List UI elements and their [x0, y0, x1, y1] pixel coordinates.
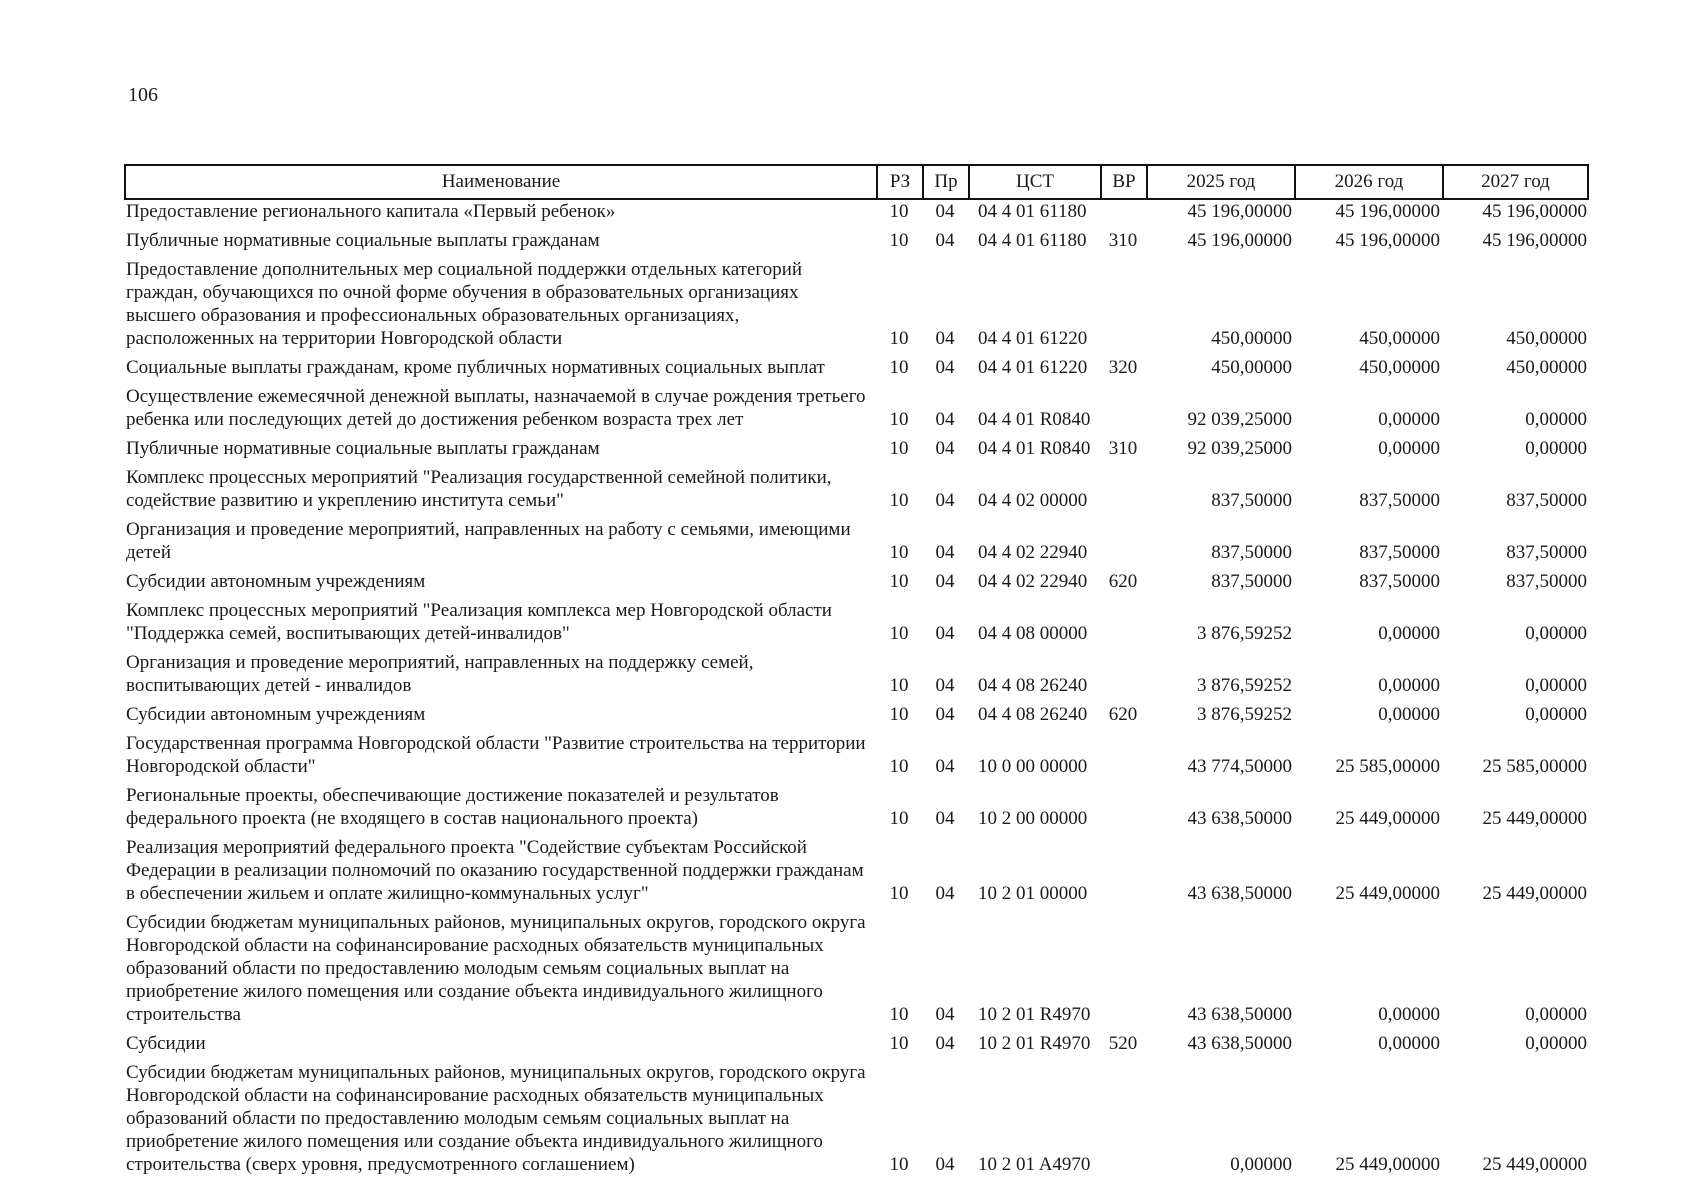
cell-2027: 0,00000 [1525, 623, 1587, 644]
cell-rz: 10 [889, 438, 909, 459]
cell-rz: 10 [889, 1033, 909, 1054]
cell-2026: 25 449,00000 [1335, 883, 1440, 904]
cell-pr: 04 [935, 704, 955, 725]
cell-vr [1100, 732, 1146, 784]
cell-pr: 04 [935, 1004, 955, 1025]
cell-2026: 0,00000 [1378, 675, 1440, 696]
table-row [124, 200, 1589, 229]
cell-2025: 837,50000 [1211, 571, 1292, 592]
cell-rz: 10 [889, 357, 909, 378]
table-row [124, 651, 1589, 703]
cell-2025: 3 876,59252 [1197, 675, 1292, 696]
cell-2027: 450,00000 [1506, 357, 1587, 378]
budget-table-container [124, 164, 1589, 1182]
cell-cst: 04 4 01 61220 [978, 357, 1088, 378]
table-row [124, 599, 1589, 651]
cell-name: Публичные нормативные социальные выплаты гражданам [126, 230, 600, 251]
cell-name: Субсидии автономным учреждениям [126, 571, 426, 592]
cell-pr: 04 [935, 756, 955, 777]
cell-vr: 320 [1108, 357, 1138, 378]
cell-cst: 10 2 01 A4970 [978, 1154, 1091, 1175]
cell-2026: 450,00000 [1359, 328, 1440, 349]
cell-cst: 04 4 01 R0840 [978, 438, 1091, 459]
cell-rz: 10 [889, 883, 909, 904]
cell-2027: 0,00000 [1525, 675, 1587, 696]
cell-vr [1100, 466, 1146, 518]
cell-2025: 837,50000 [1211, 490, 1292, 511]
cell-cst: 04 4 08 26240 [978, 704, 1088, 725]
cell-2026: 450,00000 [1359, 357, 1440, 378]
cell-rz: 10 [889, 542, 909, 563]
cell-cst: 10 2 01 R4970 [978, 1004, 1091, 1025]
cell-name: Комплекс процессных мероприятий "Реализация государственной семейной политики, содействие развитию и укреплению института семьи" [126, 467, 832, 511]
cell-vr [1100, 784, 1146, 836]
table-row [124, 911, 1589, 1032]
cell-vr: 310 [1108, 230, 1138, 251]
table-row [124, 732, 1589, 784]
cell-2026: 0,00000 [1378, 704, 1440, 725]
table-body [124, 200, 1589, 1182]
cell-2027: 45 196,00000 [1482, 201, 1587, 222]
header-2026: 2026 год [1294, 164, 1442, 200]
cell-2026: 45 196,00000 [1335, 230, 1440, 251]
cell-2027: 837,50000 [1506, 490, 1587, 511]
table-row [124, 258, 1589, 356]
cell-2027: 25 449,00000 [1482, 1154, 1587, 1175]
cell-name: Осуществление ежемесячной денежной выплаты, назначаемой в случае рождения третьего ребенка или последующих детей до достижения ребенком возраста трех лет [126, 386, 866, 430]
cell-2026: 0,00000 [1378, 438, 1440, 459]
cell-2025: 0,00000 [1230, 1154, 1292, 1175]
cell-2026: 0,00000 [1378, 1033, 1440, 1054]
cell-cst: 04 4 08 26240 [978, 675, 1088, 696]
cell-rz: 10 [889, 571, 909, 592]
table-row [124, 466, 1589, 518]
header-vr: ВР [1100, 164, 1146, 200]
cell-pr: 04 [935, 542, 955, 563]
cell-2025: 3 876,59252 [1197, 704, 1292, 725]
page-number: 106 [128, 84, 158, 106]
cell-vr [1100, 1061, 1146, 1182]
cell-cst: 10 2 00 00000 [978, 808, 1088, 829]
cell-pr: 04 [935, 571, 955, 592]
cell-2027: 0,00000 [1525, 438, 1587, 459]
cell-cst: 04 4 02 22940 [978, 571, 1088, 592]
cell-2025: 43 774,50000 [1187, 756, 1292, 777]
cell-2025: 3 876,59252 [1197, 623, 1292, 644]
cell-vr: 620 [1108, 704, 1138, 725]
header-2027: 2027 год [1442, 164, 1589, 200]
cell-pr: 04 [935, 883, 955, 904]
header-pr: Пр [922, 164, 968, 200]
cell-rz: 10 [889, 675, 909, 696]
cell-name: Предоставление регионального капитала «Первый ребенок» [126, 201, 616, 222]
cell-rz: 10 [889, 409, 909, 430]
table-row [124, 437, 1589, 466]
cell-2025: 92 039,25000 [1187, 438, 1292, 459]
cell-rz: 10 [889, 490, 909, 511]
cell-2026: 0,00000 [1378, 623, 1440, 644]
header-cst: ЦСТ [968, 164, 1100, 200]
cell-2026: 25 449,00000 [1335, 1154, 1440, 1175]
cell-2025: 45 196,00000 [1187, 230, 1292, 251]
cell-vr [1100, 258, 1146, 356]
cell-2025: 43 638,50000 [1187, 883, 1292, 904]
cell-2026: 0,00000 [1378, 409, 1440, 430]
cell-pr: 04 [935, 1033, 955, 1054]
cell-name: Субсидии бюджетам муниципальных районов, муниципальных округов, городского округа Новгородской области на софинансирование расходных обязательств муниципальных образований области по предоставлению молодым семьям социальных выплат на приобретение жилого помещения или создание объекта индивидуального жилищного строительства (сверх уровня, предусмотренного соглашением) [126, 1062, 866, 1175]
table-row [124, 784, 1589, 836]
cell-vr [1100, 651, 1146, 703]
cell-2025: 43 638,50000 [1187, 1033, 1292, 1054]
cell-cst: 10 0 00 00000 [978, 756, 1088, 777]
cell-vr [1100, 385, 1146, 437]
cell-cst: 04 4 02 00000 [978, 490, 1088, 511]
cell-pr: 04 [935, 675, 955, 696]
table-row [124, 703, 1589, 732]
cell-cst: 04 4 02 22940 [978, 542, 1088, 563]
cell-rz: 10 [889, 328, 909, 349]
cell-2027: 0,00000 [1525, 1004, 1587, 1025]
cell-name: Организация и проведение мероприятий, направленных на работу с семьями, имеющими детей [126, 519, 851, 563]
cell-rz: 10 [889, 201, 909, 222]
cell-2027: 0,00000 [1525, 704, 1587, 725]
cell-vr [1100, 200, 1146, 229]
table-row [124, 229, 1589, 258]
table-header [124, 164, 1589, 200]
cell-name: Государственная программа Новгородской области "Развитие строительства на территории Новгородской области" [126, 733, 866, 777]
cell-cst: 04 4 01 61180 [978, 230, 1087, 251]
table-row [124, 570, 1589, 599]
table-row [124, 1061, 1589, 1182]
cell-2027: 837,50000 [1506, 542, 1587, 563]
cell-pr: 04 [935, 201, 955, 222]
cell-rz: 10 [889, 756, 909, 777]
header-name: Наименование [124, 164, 876, 200]
cell-pr: 04 [935, 230, 955, 251]
cell-pr: 04 [935, 490, 955, 511]
table-row [124, 836, 1589, 911]
cell-pr: 04 [935, 623, 955, 644]
cell-cst: 10 2 01 00000 [978, 883, 1088, 904]
cell-2026: 837,50000 [1359, 490, 1440, 511]
cell-2026: 25 449,00000 [1335, 808, 1440, 829]
cell-pr: 04 [935, 1154, 955, 1175]
cell-2027: 0,00000 [1525, 409, 1587, 430]
cell-vr: 620 [1108, 571, 1138, 592]
cell-rz: 10 [889, 230, 909, 251]
table-row [124, 518, 1589, 570]
cell-cst: 10 2 01 R4970 [978, 1033, 1091, 1054]
cell-2025: 43 638,50000 [1187, 1004, 1292, 1025]
cell-pr: 04 [935, 438, 955, 459]
cell-vr: 310 [1108, 438, 1138, 459]
cell-2027: 25 449,00000 [1482, 808, 1587, 829]
cell-2025: 92 039,25000 [1187, 409, 1292, 430]
cell-pr: 04 [935, 808, 955, 829]
cell-2025: 837,50000 [1211, 542, 1292, 563]
cell-name: Организация и проведение мероприятий, направленных на поддержку семей, воспитывающих детей - инвалидов [126, 652, 754, 696]
cell-rz: 10 [889, 623, 909, 644]
cell-name: Субсидии бюджетам муниципальных районов, муниципальных округов, городского округа Новгородской области на софинансирование расходных обязательств муниципальных образований области по предоставлению молодым семьям социальных выплат на приобретение жилого помещения или создание объекта индивидуального жилищного строительства [126, 912, 866, 1025]
table-row [124, 356, 1589, 385]
cell-2027: 25 585,00000 [1482, 756, 1587, 777]
budget-table [124, 164, 1589, 1182]
cell-cst: 04 4 01 R0840 [978, 409, 1091, 430]
cell-2025: 450,00000 [1211, 328, 1292, 349]
cell-2025: 450,00000 [1211, 357, 1292, 378]
header-2025: 2025 год [1146, 164, 1294, 200]
cell-2027: 0,00000 [1525, 1033, 1587, 1054]
cell-name: Комплекс процессных мероприятий "Реализация комплекса мер Новгородской области "Поддержка семей, воспитывающих детей-инвалидов" [126, 600, 832, 644]
table-row [124, 385, 1589, 437]
cell-2027: 450,00000 [1506, 328, 1587, 349]
cell-pr: 04 [935, 328, 955, 349]
cell-vr [1100, 911, 1146, 1032]
cell-rz: 10 [889, 704, 909, 725]
cell-pr: 04 [935, 409, 955, 430]
cell-name: Социальные выплаты гражданам, кроме публичных нормативных социальных выплат [126, 357, 825, 378]
cell-name: Реализация мероприятий федерального проекта "Содействие субъектам Российской Федерации в реализации полномочий по оказанию государственной поддержки гражданам в обеспечении жильем и оплате жилищно-коммунальных услуг" [126, 837, 864, 904]
cell-2026: 837,50000 [1359, 571, 1440, 592]
cell-name: Региональные проекты, обеспечивающие достижение показателей и результатов федерального проекта (не входящего в состав национального проекта) [126, 785, 779, 829]
cell-rz: 10 [889, 808, 909, 829]
header-rz: РЗ [876, 164, 922, 200]
cell-rz: 10 [889, 1004, 909, 1025]
cell-pr: 04 [935, 357, 955, 378]
table-row [124, 1032, 1589, 1061]
cell-name: Публичные нормативные социальные выплаты гражданам [126, 438, 600, 459]
cell-cst: 04 4 08 00000 [978, 623, 1088, 644]
cell-2026: 837,50000 [1359, 542, 1440, 563]
cell-name: Субсидии автономным учреждениям [126, 704, 426, 725]
cell-2026: 45 196,00000 [1335, 201, 1440, 222]
cell-vr [1100, 518, 1146, 570]
cell-name: Предоставление дополнительных мер социальной поддержки отдельных категорий граждан, обучающихся по очной форме обучения в образовательных организациях высшего образования и профессиональных образовательных организациях, расположенных на территории Новгородской области [126, 259, 803, 349]
cell-2025: 43 638,50000 [1187, 808, 1292, 829]
cell-cst: 04 4 01 61180 [978, 201, 1087, 222]
cell-vr [1100, 599, 1146, 651]
cell-vr: 520 [1108, 1033, 1138, 1054]
cell-cst: 04 4 01 61220 [978, 328, 1088, 349]
cell-name: Субсидии [126, 1033, 206, 1054]
cell-2027: 25 449,00000 [1482, 883, 1587, 904]
cell-2027: 837,50000 [1506, 571, 1587, 592]
cell-2027: 45 196,00000 [1482, 230, 1587, 251]
cell-vr [1100, 836, 1146, 911]
cell-2025: 45 196,00000 [1187, 201, 1292, 222]
cell-2026: 25 585,00000 [1335, 756, 1440, 777]
cell-2026: 0,00000 [1378, 1004, 1440, 1025]
cell-rz: 10 [889, 1154, 909, 1175]
